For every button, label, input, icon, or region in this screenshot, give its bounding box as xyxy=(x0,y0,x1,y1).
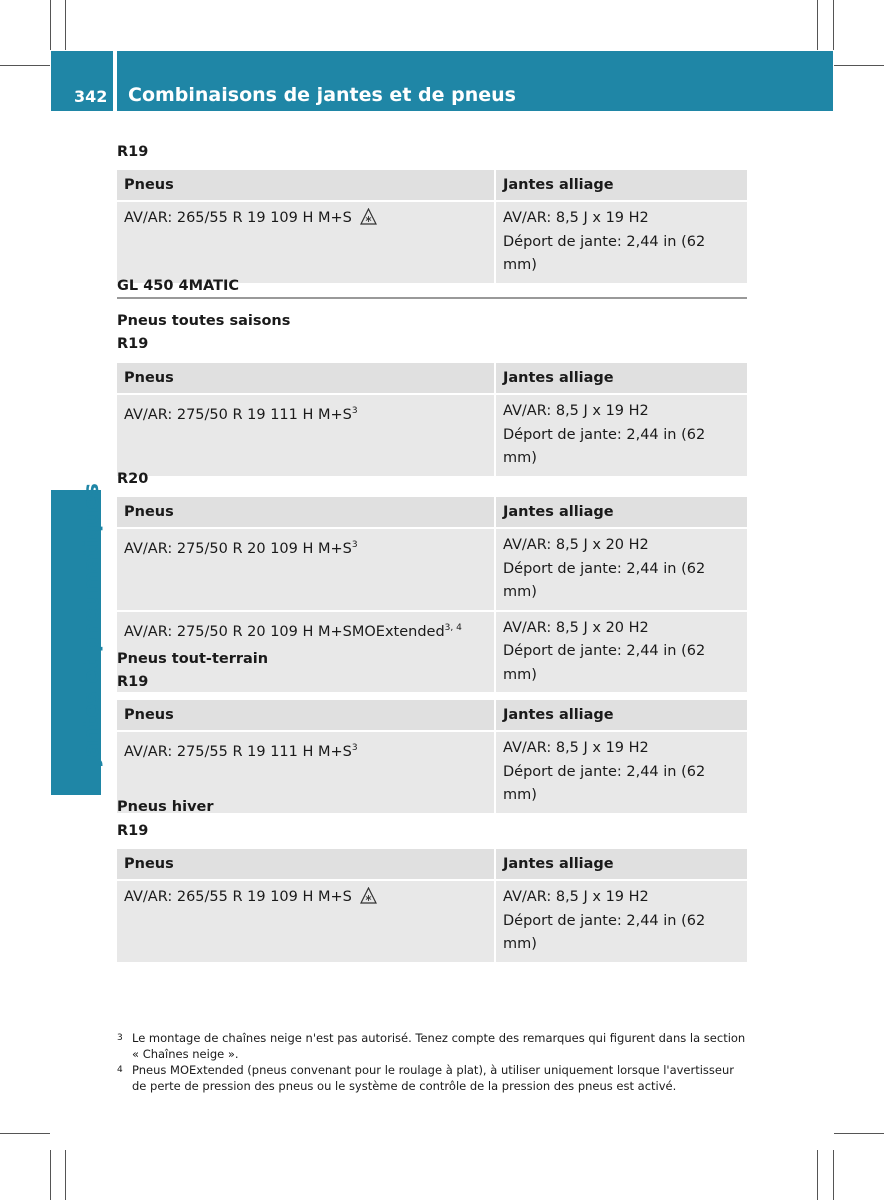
page-title: Combinaisons de jantes et de pneus xyxy=(128,84,516,106)
rim-spec: AV/AR: 8,5 J x 19 H2 xyxy=(503,889,649,905)
crop-mark xyxy=(834,65,884,66)
tire-cell xyxy=(117,880,495,962)
tire-table xyxy=(117,849,747,962)
col-header-rims: Jantes alliage xyxy=(495,363,747,394)
side-tab-label: Jantes et pneumatiques xyxy=(79,483,103,765)
col-header-rims: Jantes alliage xyxy=(495,497,747,528)
table-row xyxy=(117,528,747,611)
footnotes xyxy=(117,1030,749,1094)
crop-mark xyxy=(0,1133,50,1134)
crop-mark xyxy=(65,1150,66,1200)
rim-cell xyxy=(495,611,747,693)
col-header-tires: Pneus xyxy=(117,497,495,528)
rim-cell xyxy=(495,731,747,813)
crop-mark xyxy=(0,65,50,66)
rim-offset: Déport de jante: 2,44 in (62 mm) xyxy=(503,763,706,803)
table-row xyxy=(117,394,747,476)
crop-mark xyxy=(833,1150,834,1200)
rim-offset: Déport de jante: 2,44 in (62 mm) xyxy=(503,560,706,600)
tire-table xyxy=(117,363,747,476)
tire-cell xyxy=(117,394,495,476)
rim-offset: Déport de jante: 2,44 in (62 mm) xyxy=(503,426,706,466)
rim-cell xyxy=(495,880,747,962)
tire-table xyxy=(117,700,747,813)
col-header-rims: Jantes alliage xyxy=(495,849,747,880)
footnote-ref[interactable]: 3 xyxy=(351,743,358,753)
table-row xyxy=(117,880,747,962)
col-header-tires: Pneus xyxy=(117,849,495,880)
tire-cell xyxy=(117,201,495,283)
crop-mark xyxy=(65,0,66,50)
col-header-rims: Jantes alliage xyxy=(495,700,747,731)
col-header-tires: Pneus xyxy=(117,363,495,394)
rim-offset: Déport de jante: 2,44 in (62 mm) xyxy=(503,643,706,683)
col-header-tires: Pneus xyxy=(117,170,495,201)
section-label: R19 xyxy=(117,144,149,160)
footnote-ref[interactable]: 3, 4 xyxy=(444,622,462,633)
section-label: Pneus tout-terrain xyxy=(117,651,269,667)
tire-spec: AV/AR: 265/55 R 19 109 H M+S xyxy=(124,210,352,226)
crop-mark xyxy=(834,1133,884,1134)
table-header-row xyxy=(117,849,747,880)
rim-spec: AV/AR: 8,5 J x 19 H2 xyxy=(503,403,649,419)
snowflake-mountain-icon xyxy=(360,887,377,904)
rim-offset: Déport de jante: 2,44 in (62 mm) xyxy=(503,912,706,952)
page-number: 342 xyxy=(74,87,108,106)
table-header-row xyxy=(117,363,747,394)
rim-spec: AV/AR: 8,5 J x 19 H2 xyxy=(503,740,649,756)
rim-spec: AV/AR: 8,5 J x 19 H2 xyxy=(503,210,649,226)
table-header-row xyxy=(117,700,747,731)
crop-mark xyxy=(50,1150,51,1200)
rim-offset: Déport de jante: 2,44 in (62 mm) xyxy=(503,233,706,273)
footnote-mark: 4 xyxy=(117,1065,123,1075)
crop-mark xyxy=(817,0,818,50)
table-header-row xyxy=(117,170,747,201)
footnote-ref[interactable]: 3 xyxy=(351,540,358,550)
section-size: R19 xyxy=(117,823,149,839)
section-label: R20 xyxy=(117,471,149,487)
rim-spec: AV/AR: 8,5 J x 20 H2 xyxy=(503,619,649,636)
tire-spec: AV/AR: 275/55 R 19 111 H M+S xyxy=(124,744,352,760)
section-label: Pneus hiver xyxy=(117,799,214,815)
tire-spec: AV/AR: 275/50 R 19 111 H M+S xyxy=(124,407,352,423)
footnote xyxy=(117,1030,749,1062)
section-size: R19 xyxy=(117,674,149,690)
crop-mark xyxy=(833,0,834,50)
crop-mark xyxy=(50,0,51,50)
model-heading: GL 450 4MATIC xyxy=(117,278,240,294)
tire-cell xyxy=(117,528,495,611)
rim-cell xyxy=(495,528,747,611)
snowflake-mountain-icon xyxy=(360,208,377,225)
tire-spec: AV/AR: 275/50 R 20 109 H M+S xyxy=(124,541,352,557)
rim-cell xyxy=(495,201,747,283)
table-header-row xyxy=(117,497,747,528)
tire-spec: AV/AR: 265/55 R 19 109 H M+S xyxy=(124,889,352,905)
footnote-text: Le montage de chaînes neige n'est pas autorisé. Tenez compte des remarques qui figurent dans la section « Chaînes neige ». xyxy=(132,1031,746,1061)
footnote-ref[interactable]: 3 xyxy=(351,406,358,416)
footnote xyxy=(117,1062,749,1094)
section-label: Pneus toutes saisons xyxy=(117,313,291,329)
section-rule xyxy=(117,297,747,299)
rim-cell xyxy=(495,394,747,476)
section-size: R19 xyxy=(117,336,149,352)
rim-spec: AV/AR: 8,5 J x 20 H2 xyxy=(503,537,649,553)
footnote-mark: 3 xyxy=(117,1033,123,1043)
footnote-text: Pneus MOExtended (pneus convenant pour le roulage à plat), à utiliser uniquement lorsque l'avertisseur de perte de pression des pneus ou le système de contrôle de la pression des pneus est activé. xyxy=(132,1063,735,1093)
col-header-tires: Pneus xyxy=(117,700,495,731)
crop-mark xyxy=(817,1150,818,1200)
table-row xyxy=(117,201,747,283)
col-header-rims: Jantes alliage xyxy=(495,170,747,201)
tire-table xyxy=(117,170,747,283)
tire-spec: AV/AR: 275/50 R 20 109 H M+SMOExtended xyxy=(124,623,445,640)
